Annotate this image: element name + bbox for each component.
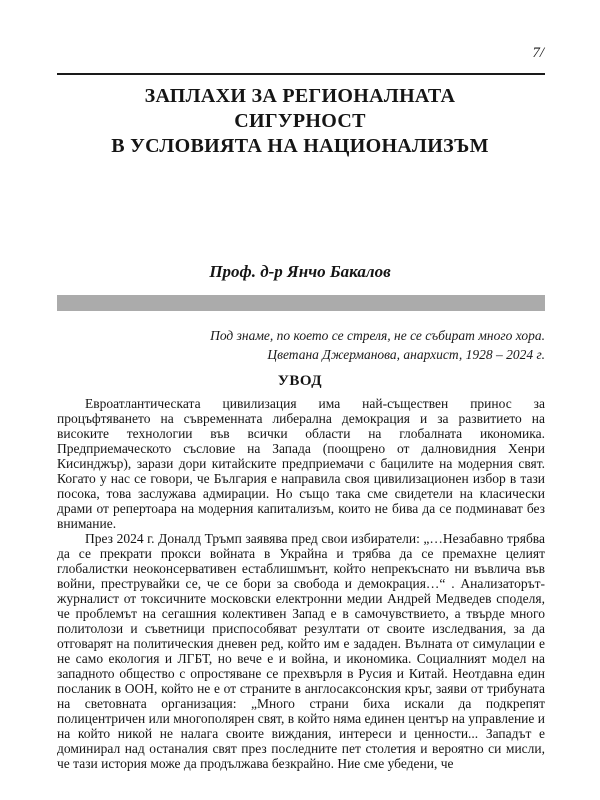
epigraph-attribution: Цветана Джерманова, анархист, 1928 – 2024 г. xyxy=(267,346,545,362)
title-line-2: СИГУРНОСТ xyxy=(234,110,366,132)
divider-bar xyxy=(57,295,545,311)
page-number: 7/ xyxy=(532,45,544,61)
paragraph-1: Евроатлантическата цивилизация има най-съществен принос за процъфтяването на съвременната либерална демокрация и за развитието на високите технологии във всички области на глобалната икономика. Предприемаческото съсловие на Запада (поощрено от далновидния Хенри Кисинджър), зарази дори китайските предприемачи с бацилите на модерния свят. Когато у нас се говори, че България е направила своя цивилизационен избор в тази посока, това заслужава адмирации. Но също така сме свидетели на класически драми от репертоара на модерния капитализъм, които не бива да се подминават без внимание. xyxy=(57,396,545,531)
author-name: Проф. д-р Янчо Бакалов xyxy=(209,262,391,281)
header-rule xyxy=(57,73,545,75)
title-line-3: В УСЛОВИЯТА НА НАЦИОНАЛИЗЪМ xyxy=(111,135,489,157)
body-text xyxy=(57,396,545,771)
article-title xyxy=(30,84,570,159)
paragraph-2: През 2024 г. Доналд Тръмп заявява пред свои избиратели: „…Незабавно трябва да се прекрати прокси войната в Украйна и трябва да се премахне целият глобалистки неоконсервативен естаблишмънт, който непрекъснато ни въвлича във войни, преструвайки се, че се бори за свобода и демокрация…“ . Анализаторът-журналист от токсичните московски електронни медии Андрей Медведев споделя, че проблемът на сегашния колективен Запад е в самочувствието, а твърде много политолози и съветници приспособяват резултати от своите изследвания, за да отговарят на политическия дневен ред, който им е зададен. Вълната от симулации е не само екология и ЛГБТ, но вече е и война, и икономика. Социалният модел на западното общество с опростяване се прехвърля в Русия и Китай. Неотдавна един посланик в ООН, който не е от страните в англосаксонския кръг, заяви от трибуната на световната организация: „Много страни биха искали да подкрепят полицентричен или многополярен свят, в който няма единен център на управление и на който никой не налага своите виждания, интереси и ценности... Западът е доминирал над останалия свят през последните пет столетия и вероятно си мисли, че тази история може да продължава безкрайно. Ние сме убедени, че xyxy=(57,531,545,771)
title-line-1: ЗАПЛАХИ ЗА РЕГИОНАЛНАТА xyxy=(144,85,456,107)
epigraph xyxy=(57,327,545,364)
section-heading: УВОД xyxy=(277,373,323,389)
epigraph-quote: Под знаме, по което се стреля, не се събират много хора. xyxy=(210,328,545,343)
